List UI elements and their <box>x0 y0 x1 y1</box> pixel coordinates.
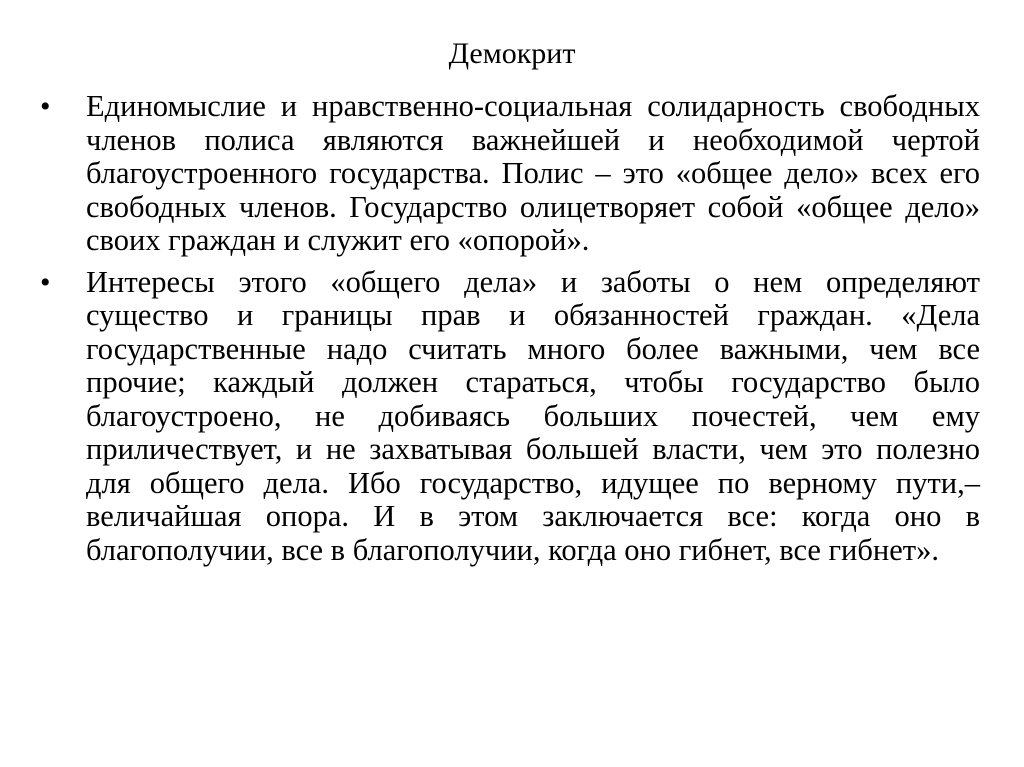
bullet-item-2 <box>40 266 980 568</box>
bullet-item-1 <box>40 90 980 258</box>
bullet-dot-icon: • <box>40 90 51 123</box>
slide-title: Демокрит <box>448 37 576 70</box>
bullet-text-2: Интересы этого «общего дела» и заботы о нем определяют существо и границы прав и обязанностей граждан. «Дела государственные надо считать много более важными, чем все прочие; каждый должен стараться, чтобы государство было благоустроено, не добиваясь больших почестей, чем ему приличествует, и не захватывая большей власти, чем это полезно для общего дела. Ибо государство, идущее по верному пути,– величайшая опора. И в этом заключается все: когда оно в благополучии, все в благополучии, когда оно гибнет, все гибнет». <box>86 264 980 567</box>
bullet-text-1: Единомыслие и нравственно-социальная солидарность свободных членов полиса являются важнейшей и необходимой чертой благоустроенного государства. Полис – это «общее дело» всех его свободных членов. Государство олицетворяет собой «общее дело» своих граждан и служит его «опорой». <box>86 89 980 257</box>
bullet-dot-icon: • <box>40 265 51 299</box>
bullet-list <box>40 90 980 575</box>
